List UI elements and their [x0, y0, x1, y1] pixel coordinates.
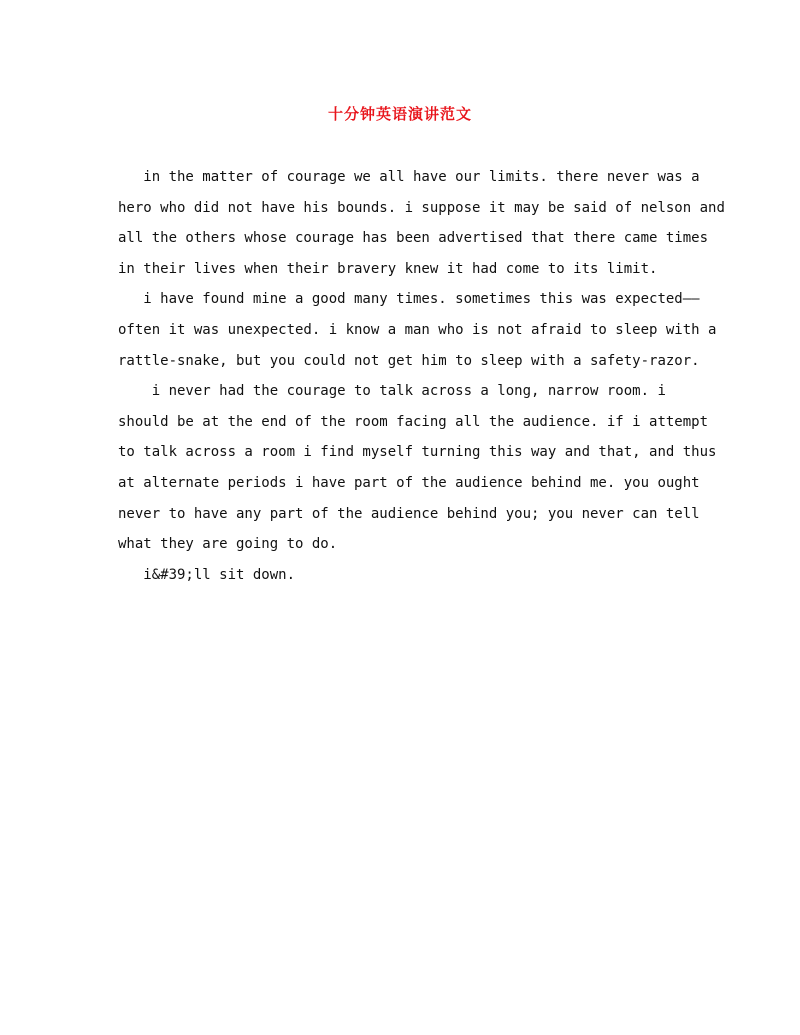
body-line-8: i never had the courage to talk across a long, narrow room. i: [118, 383, 666, 400]
body-line-13: what they are going to do.: [118, 536, 338, 553]
document-title: 十分钟英语演讲范文: [327, 105, 472, 123]
body-line-5: i have found mine a good many times. sometimes this was expected——: [118, 291, 700, 308]
body-line-7: rattle-snake, but you could not get him to sleep with a safety-razor.: [118, 352, 700, 369]
document-body: [118, 165, 725, 593]
body-line-10: to talk across a room i find myself turning this way and that, and thus: [118, 444, 717, 461]
body-line-12: never to have any part of the audience behind you; you never can tell: [118, 505, 700, 522]
body-line-4: in their lives when their bravery knew it had come to its limit.: [118, 260, 658, 277]
body-line-14: i&#39;ll sit down.: [118, 566, 296, 583]
body-line-11: at alternate periods i have part of the audience behind me. you ought: [118, 474, 700, 491]
body-line-1: in the matter of courage we all have our limits. there never was a: [118, 169, 700, 185]
body-line-3: all the others whose courage has been advertised that there came times: [118, 230, 709, 247]
body-line-2: hero who did not have his bounds. i suppose it may be said of nelson and: [118, 199, 725, 216]
body-line-9: should be at the end of the room facing all the audience. if i attempt: [118, 413, 709, 430]
body-line-6: often it was unexpected. i know a man who is not afraid to sleep with a: [118, 321, 717, 338]
